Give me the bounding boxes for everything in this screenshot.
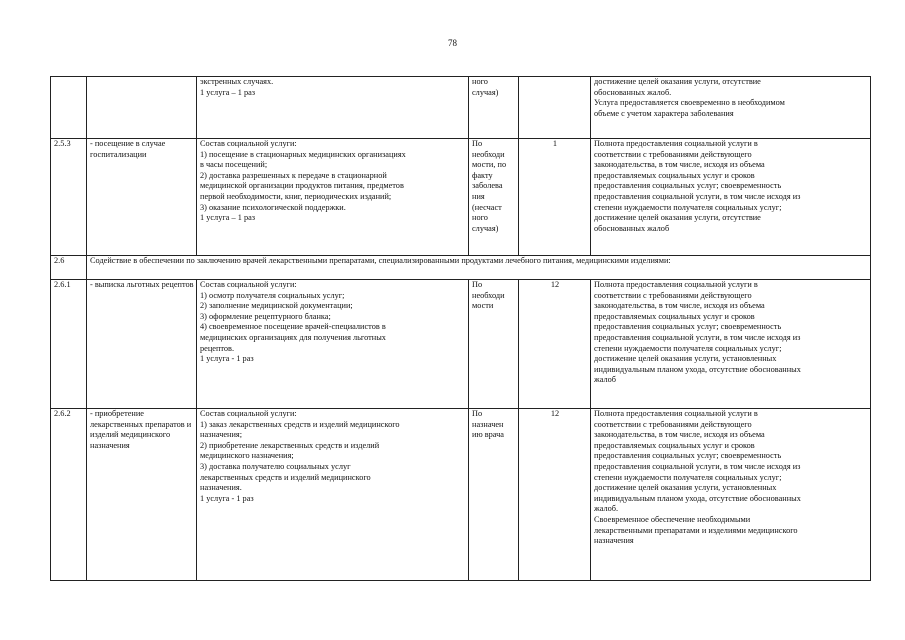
- service-period-line: мости: [472, 301, 494, 311]
- quality-indicator-line: жалоб: [594, 375, 616, 385]
- service-period-cell: [469, 280, 519, 409]
- service-content-line: рецептов.: [200, 343, 235, 353]
- service-period-line: ного: [472, 213, 488, 223]
- item-number-cell: 2.6.1: [51, 280, 87, 409]
- service-content-line: 1 услуга - 1 раз: [200, 354, 254, 364]
- service-period-line: (несчаст: [472, 202, 502, 212]
- quality-indicators-cell: [591, 280, 871, 409]
- service-content-line: 1 услуга – 1 раз: [200, 213, 256, 223]
- quality-indicator-line: Полнота предоставления социальной услуги в: [594, 139, 758, 148]
- quality-indicator-line: степени нуждаемости получателя социальных услуг;: [594, 343, 782, 353]
- quality-indicator-line: степени нуждаемости получателя социальных услуг;: [594, 202, 782, 212]
- quality-indicator-line: предоставления социальных услуг; своевременность: [594, 451, 782, 461]
- service-period-line: По: [472, 139, 483, 148]
- service-name-cell: [87, 77, 197, 139]
- service-content-line: медицинских организациях для получения льготных: [200, 332, 386, 342]
- service-name-cell: - посещение в случае госпитализации: [87, 139, 197, 256]
- service-content-line: 3) оформление рецептурного бланка;: [200, 311, 331, 321]
- service-content-cell: [197, 280, 469, 409]
- service-content-line: медицинской организации продуктов питания, предметов: [200, 181, 404, 191]
- service-name-cell: - приобретение лекарственных препаратов и изделий медицинского назначения: [87, 409, 197, 581]
- service-period-line: заболева: [472, 181, 503, 191]
- service-content-line: назначения;: [200, 430, 243, 440]
- service-period-line: По: [472, 409, 483, 418]
- service-period-line: назначен: [472, 419, 504, 429]
- quality-indicator-line: законодательства, в том числе, исходя из объема: [594, 160, 765, 170]
- item-number-cell: 2.6.2: [51, 409, 87, 581]
- item-number-cell: 2.5.3: [51, 139, 87, 256]
- table-row: [51, 77, 871, 139]
- quality-indicator-line: Услуга предоставляется своевременно в необходимом: [594, 98, 785, 108]
- service-period-line: случая): [472, 87, 499, 97]
- quality-indicator-line: индивидуальным планом ухода, отсутствие обоснованных: [594, 493, 801, 503]
- quality-indicator-line: предоставляемых социальных услуг и сроков: [594, 170, 755, 180]
- service-content-line: 2) заполнение медицинской документации;: [200, 301, 353, 311]
- service-content-line: лекарственных средств и изделий медицинского: [200, 472, 371, 482]
- service-content-line: 3) доставка получателю социальных услуг: [200, 461, 351, 471]
- quality-indicator-line: Полнота предоставления социальной услуги в: [594, 280, 758, 289]
- service-period-line: необходи: [472, 290, 505, 300]
- service-volume-cell: 1: [519, 139, 591, 256]
- quality-indicator-line: предоставления социальной услуги, в том числе исходя из: [594, 461, 801, 471]
- service-period-line: ию врача: [472, 430, 504, 440]
- item-number-cell: [51, 77, 87, 139]
- service-period-cell: [469, 77, 519, 139]
- quality-indicator-line: назначения: [594, 536, 634, 546]
- section-row: [51, 256, 871, 280]
- quality-indicator-line: объеме с учетом характера заболевания: [594, 108, 734, 118]
- service-content-line: назначения.: [200, 483, 242, 493]
- service-content-line: 1 услуга - 1 раз: [200, 493, 254, 503]
- service-period-line: необходи: [472, 149, 505, 159]
- quality-indicators-cell: [591, 77, 871, 139]
- quality-indicator-line: предоставляемых социальных услуг и сроков: [594, 311, 755, 321]
- service-name-cell: - выписка льготных рецептов: [87, 280, 197, 409]
- service-content-line: Состав социальной услуги:: [200, 409, 297, 418]
- service-content-cell: [197, 77, 469, 139]
- quality-indicator-line: предоставления социальных услуг; своевременность: [594, 181, 782, 191]
- table-row: [51, 139, 871, 256]
- quality-indicators-cell: [591, 139, 871, 256]
- service-volume-cell: [519, 77, 591, 139]
- quality-indicator-line: соответствии с требованиями действующего: [594, 419, 752, 429]
- service-period-line: ния: [472, 191, 485, 201]
- quality-indicator-line: достижение целей оказания услуги, отсутствие: [594, 213, 761, 223]
- item-number-cell: 2.6: [51, 256, 87, 280]
- quality-indicator-line: индивидуальным планом ухода, отсутствие обоснованных: [594, 364, 801, 374]
- quality-indicator-line: законодательства, в том числе, исходя из объема: [594, 430, 765, 440]
- service-content-line: 1) осмотр получателя социальных услуг;: [200, 290, 345, 300]
- service-volume-cell: 12: [519, 280, 591, 409]
- quality-indicator-line: степени нуждаемости получателя социальных услуг;: [594, 472, 782, 482]
- service-content-line: 4) своевременное посещение врачей-специалистов в: [200, 322, 386, 332]
- quality-indicator-line: соответствии с требованиями действующего: [594, 149, 752, 159]
- quality-indicator-line: предоставления социальных услуг; своевременность: [594, 322, 782, 332]
- service-content-line: медицинского назначения;: [200, 451, 294, 461]
- table-row: [51, 409, 871, 581]
- service-period-cell: [469, 409, 519, 581]
- service-content-cell: [197, 409, 469, 581]
- service-content-line: 2) доставка разрешенных к передаче в стационарной: [200, 170, 387, 180]
- service-content-line: экстренных случаях.: [200, 77, 274, 86]
- quality-indicator-line: достижение целей оказания услуги, установленных: [594, 483, 777, 493]
- quality-indicator-line: предоставляемых социальных услуг и сроков: [594, 440, 755, 450]
- table-row: [51, 280, 871, 409]
- service-period-cell: [469, 139, 519, 256]
- service-period-line: случая): [472, 223, 499, 233]
- quality-indicator-line: жалоб.: [594, 504, 619, 514]
- service-content-line: 3) оказание психологической поддержки.: [200, 202, 346, 212]
- quality-indicator-line: Своевременное обеспечение необходимыми: [594, 514, 751, 524]
- service-content-line: Состав социальной услуги:: [200, 139, 297, 148]
- service-content-line: 1) заказ лекарственных средств и изделий медицинского: [200, 419, 400, 429]
- service-content-line: первой необходимости, книг, периодических изданий;: [200, 191, 392, 201]
- service-content-line: 1 услуга – 1 раз: [200, 87, 256, 97]
- service-period-line: мости, по: [472, 160, 507, 170]
- quality-indicator-line: лекарственными препаратами и изделиями медицинского: [594, 525, 798, 535]
- service-content-line: 2) приобретение лекарственных средств и изделий: [200, 440, 380, 450]
- page-number: 78: [448, 38, 457, 48]
- quality-indicator-line: достижение целей оказания услуги, установленных: [594, 354, 777, 364]
- service-content-cell: [197, 139, 469, 256]
- quality-indicator-line: законодательства, в том числе, исходя из объема: [594, 301, 765, 311]
- service-content-line: Состав социальной услуги:: [200, 280, 297, 289]
- quality-indicator-line: предоставления социальной услуги, в том числе исходя из: [594, 332, 801, 342]
- services-table: [50, 76, 871, 581]
- service-content-line: в часы посещений;: [200, 160, 268, 170]
- quality-indicator-line: предоставления социальной услуги, в том числе исходя из: [594, 191, 801, 201]
- quality-indicator-line: соответствии с требованиями действующего: [594, 290, 752, 300]
- section-title-cell: Содействие в обеспечении по заключению врачей лекарственными препаратами, специализированными продуктами лечебного питания, медицинскими изделиями:: [87, 256, 871, 280]
- quality-indicator-line: обоснованных жалоб: [594, 223, 670, 233]
- quality-indicator-line: обоснованных жалоб.: [594, 87, 672, 97]
- service-content-line: 1) посещение в стационарных медицинских организациях: [200, 149, 406, 159]
- service-period-line: факту: [472, 170, 493, 180]
- service-volume-cell: 12: [519, 409, 591, 581]
- service-period-line: ного: [472, 77, 488, 86]
- quality-indicator-line: достижение целей оказания услуги, отсутствие: [594, 77, 761, 86]
- quality-indicator-line: Полнота предоставления социальной услуги в: [594, 409, 758, 418]
- quality-indicators-cell: [591, 409, 871, 581]
- service-period-line: По: [472, 280, 483, 289]
